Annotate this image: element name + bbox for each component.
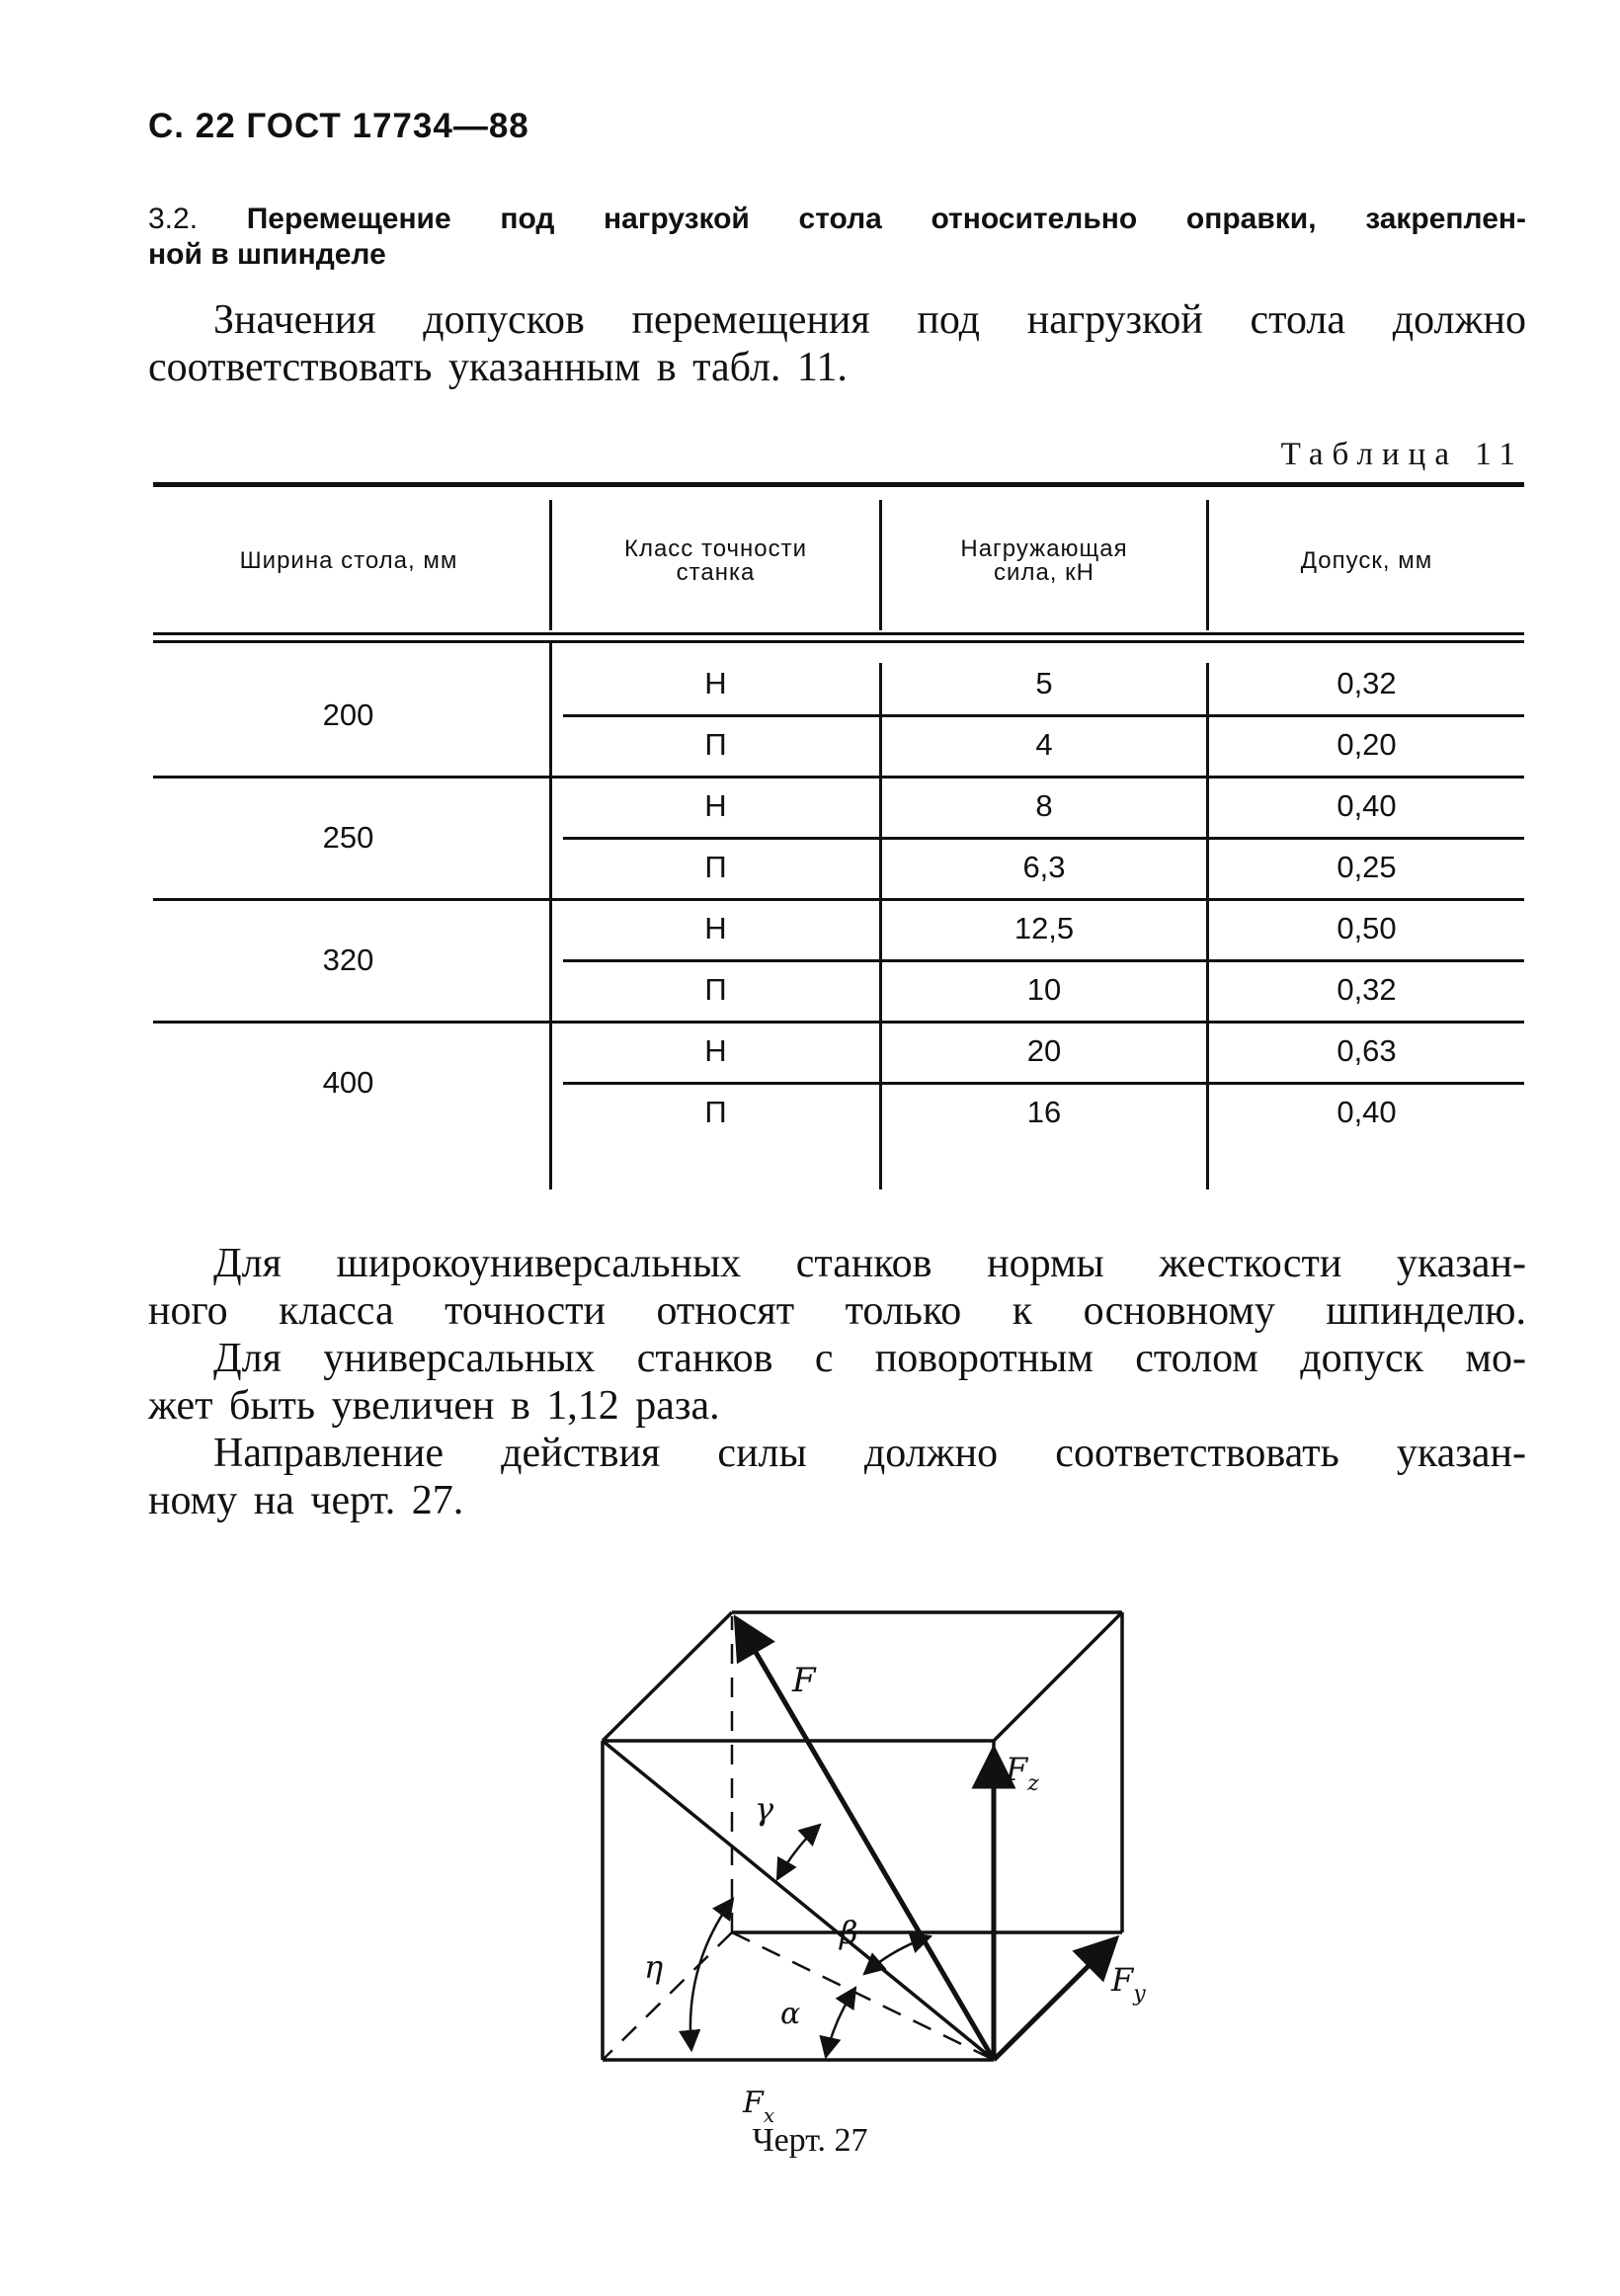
- tolerance-cell: 0,63: [1336, 1033, 1397, 1068]
- force-f-vector: [736, 1618, 994, 2060]
- section-title-line2: ной в шпинделе: [148, 238, 386, 271]
- header-tolerance: [1209, 498, 1524, 624]
- label-beta: β: [840, 1914, 858, 1951]
- header-force-line2: сила, кН: [994, 559, 1094, 586]
- width-cell: 200: [322, 697, 374, 732]
- cube-edge: [603, 1612, 732, 1741]
- class-cell: Н: [704, 1033, 727, 1068]
- class-cell: П: [704, 727, 727, 762]
- tolerance-cell: 0,40: [1336, 1095, 1397, 1129]
- intro-paragraph: [148, 296, 1526, 391]
- alpha-arc: [826, 1988, 855, 2057]
- section-number: 3.2.: [148, 203, 199, 235]
- hidden-edge: [603, 1932, 732, 2060]
- cube-edge: [994, 1612, 1122, 1741]
- class-cell: П: [704, 972, 727, 1007]
- note3-line1: Направление действия силы должно соответствовать указан-: [213, 1431, 1526, 1476]
- header-class: [552, 498, 879, 624]
- note2-line2: жет быть увеличен в 1,12 раза.: [148, 1383, 720, 1429]
- force-cell: 4: [1035, 727, 1053, 762]
- tolerance-cell: 0,32: [1336, 666, 1397, 700]
- force-diagram: [573, 1581, 1166, 2127]
- class-cell: Н: [704, 911, 727, 945]
- label-fz-main: F: [1006, 1751, 1028, 1788]
- tolerance-cell: 0,32: [1336, 972, 1397, 1007]
- label-fz: [1005, 1751, 1039, 1796]
- header-tolerance-text: Допуск, мм: [1300, 547, 1433, 574]
- force-fy-vector: [994, 1938, 1116, 2060]
- header-rule-2: [153, 640, 1524, 643]
- angle-arcs: [690, 1825, 931, 2057]
- header-force-line1: Нагружающая: [960, 535, 1128, 562]
- width-cell: 320: [322, 943, 374, 977]
- page-header: С. 22 ГОСТ 17734—88: [148, 107, 529, 145]
- label-fx: [742, 2086, 774, 2127]
- header-width-text: Ширина стола, мм: [239, 547, 458, 574]
- intro-line2: соответствовать указанным в табл. 11.: [148, 345, 848, 390]
- figure-caption: Черт. 27: [752, 2122, 868, 2159]
- header-rule-1: [153, 632, 1524, 635]
- label-fy-main: F: [1111, 1961, 1134, 1999]
- force-cell: 16: [1026, 1095, 1062, 1129]
- tolerance-cell: 0,20: [1336, 727, 1397, 762]
- tolerance-cell: 0,40: [1336, 788, 1397, 823]
- width-cell: 400: [322, 1065, 374, 1100]
- label-fy-sub: y: [1133, 1982, 1146, 2007]
- label-f: F: [792, 1661, 816, 1700]
- table-top-rule: [153, 482, 1524, 487]
- table-label: Таблица 11: [1280, 437, 1524, 472]
- eta-arc: [690, 1899, 733, 2050]
- header-class-line2: станка: [676, 559, 756, 586]
- force-cell: 6,3: [1022, 850, 1066, 884]
- class-cell: П: [704, 850, 727, 884]
- gamma-arc: [777, 1825, 820, 1879]
- label-alpha: α: [780, 1997, 801, 2031]
- label-gamma: γ: [755, 1790, 774, 1828]
- header-force: [882, 498, 1206, 624]
- notes-block: [148, 1240, 1526, 1524]
- section-title-line1: Перемещение под нагрузкой стола относительно оправки, закреплен-: [246, 203, 1527, 235]
- header-width: [148, 498, 549, 624]
- tolerance-table: [148, 482, 1524, 1189]
- force-cell: 10: [1026, 972, 1062, 1007]
- tolerance-cell: 0,50: [1336, 911, 1397, 945]
- force-cell: 8: [1035, 788, 1053, 823]
- label-fz-sub: z: [1027, 1771, 1039, 1796]
- tolerance-cell: 0,25: [1336, 850, 1397, 884]
- force-cell: 5: [1035, 666, 1053, 700]
- class-cell: Н: [704, 666, 727, 700]
- class-cell: П: [704, 1095, 727, 1129]
- label-eta: η: [644, 1948, 664, 1986]
- force-cell: 20: [1026, 1033, 1062, 1068]
- width-cell: 250: [322, 820, 374, 855]
- label-fx-main: F: [743, 2086, 764, 2120]
- intro-line1: Значения допусков перемещения под нагрузкой стола должно: [213, 297, 1526, 343]
- note3-line2: ному на черт. 27.: [148, 1478, 464, 1523]
- note2-line1: Для универсальных станков с поворотным столом допуск мо-: [213, 1336, 1526, 1381]
- label-fy: [1110, 1961, 1146, 2007]
- force-cell: 12,5: [1013, 911, 1075, 945]
- note1-line1: Для широкоуниверсальных станков нормы жесткости указан-: [213, 1241, 1526, 1286]
- header-class-line1: Класс точности: [623, 535, 808, 562]
- class-cell: Н: [704, 788, 727, 823]
- beta-arc: [864, 1936, 931, 1974]
- note1-line2: ного класса точности относят только к основному шпинделю.: [148, 1288, 1526, 1334]
- label-fx-sub: x: [763, 2103, 775, 2127]
- section-heading: [148, 202, 1526, 237]
